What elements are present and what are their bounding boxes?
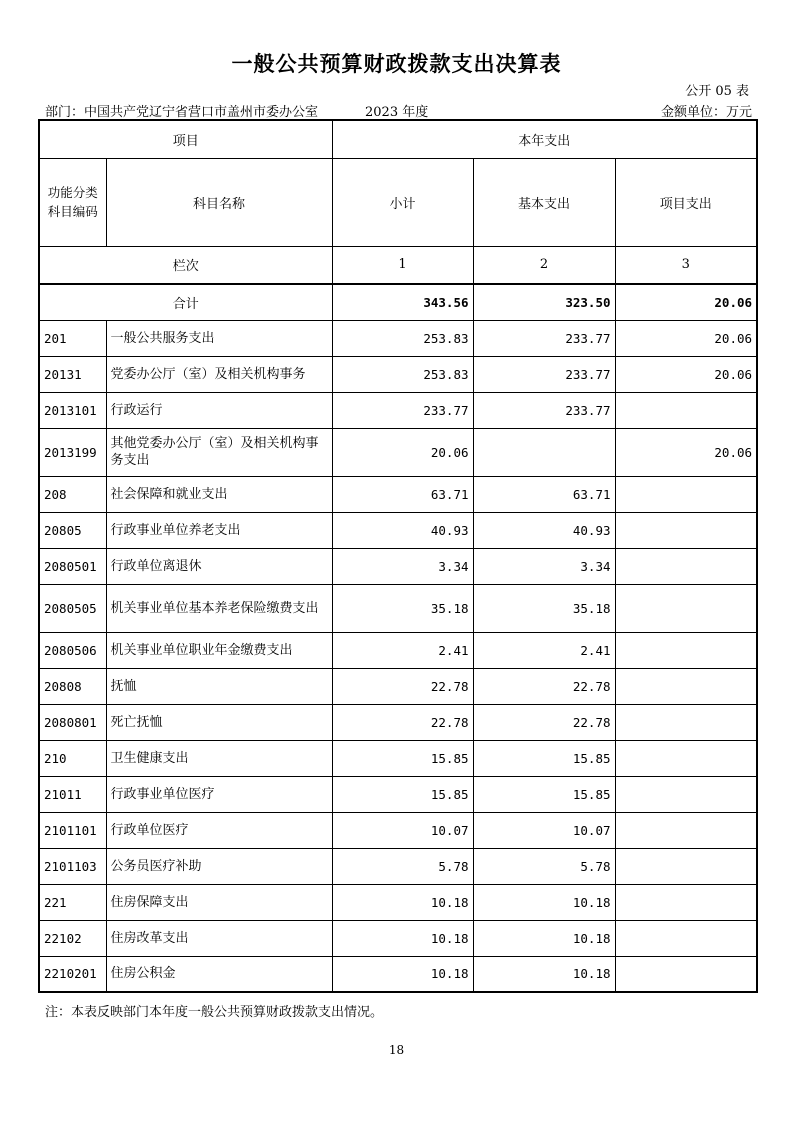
basic-expense-cell (473, 428, 615, 476)
total-subtotal: 343.56 (332, 284, 473, 320)
function-code-cell: 208 (39, 476, 106, 512)
basic-expense-cell: 3.34 (473, 548, 615, 584)
function-code-cell: 2101101 (39, 812, 106, 848)
subject-name-cell: 死亡抚恤 (106, 704, 332, 740)
subtotal-cell: 10.18 (332, 956, 473, 992)
subject-name-cell: 一般公共服务支出 (106, 320, 332, 356)
project-expense-cell: 20.06 (615, 356, 757, 392)
table-row (39, 956, 757, 992)
fiscal-year-label: 2023 年度 (365, 104, 429, 120)
header-row-2 (39, 158, 757, 246)
subtotal-cell: 22.78 (332, 704, 473, 740)
subtotal-cell: 3.34 (332, 548, 473, 584)
total-row (39, 284, 757, 320)
page-title: 一般公共预算财政拨款支出决算表 (231, 52, 562, 76)
function-code-cell: 2013101 (39, 392, 106, 428)
subtotal-cell: 253.83 (332, 356, 473, 392)
subtotal-cell: 15.85 (332, 776, 473, 812)
basic-expense-cell: 22.78 (473, 668, 615, 704)
function-code-cell: 2080505 (39, 584, 106, 632)
subtotal-cell: 253.83 (332, 320, 473, 356)
basic-expense-cell: 63.71 (473, 476, 615, 512)
table-row (39, 512, 757, 548)
table-row (39, 548, 757, 584)
project-expense-cell: 20.06 (615, 320, 757, 356)
table-row (39, 812, 757, 848)
project-expense-cell (615, 920, 757, 956)
subtotal-cell: 22.78 (332, 668, 473, 704)
column-number-1: 1 (332, 246, 473, 284)
function-code-cell: 21011 (39, 776, 106, 812)
basic-expense-cell: 15.85 (473, 740, 615, 776)
project-expense-cell (615, 776, 757, 812)
subtotal-cell: 2.41 (332, 632, 473, 668)
subtotal-cell: 233.77 (332, 392, 473, 428)
subject-name-cell: 卫生健康支出 (106, 740, 332, 776)
column-order-label: 栏次 (39, 246, 332, 284)
table-row (39, 668, 757, 704)
table-row (39, 632, 757, 668)
table-row (39, 776, 757, 812)
function-code-cell: 20808 (39, 668, 106, 704)
form-number: 公开 05 表 (685, 84, 749, 99)
project-expense-cell (615, 584, 757, 632)
function-code-cell: 20805 (39, 512, 106, 548)
subject-name-cell: 公务员医疗补助 (106, 848, 332, 884)
basic-expense-cell: 10.18 (473, 920, 615, 956)
basic-expense-cell: 10.07 (473, 812, 615, 848)
table-row (39, 356, 757, 392)
project-header: 项目 (39, 120, 332, 158)
basic-expense-cell: 40.93 (473, 512, 615, 548)
table-row (39, 320, 757, 356)
function-code-cell: 221 (39, 884, 106, 920)
table-row (39, 584, 757, 632)
basic-expense-cell: 35.18 (473, 584, 615, 632)
table-row (39, 920, 757, 956)
project-expense-cell (615, 548, 757, 584)
page-number: 18 (388, 1043, 405, 1057)
subject-name-header: 科目名称 (106, 158, 332, 246)
function-code-cell: 2101103 (39, 848, 106, 884)
basic-expense-cell: 22.78 (473, 704, 615, 740)
subject-name-cell: 行政运行 (106, 392, 332, 428)
project-expense-cell (615, 740, 757, 776)
total-label: 合计 (39, 284, 332, 320)
subject-name-cell: 其他党委办公厅（室）及相关机构事务支出 (106, 428, 332, 476)
current-year-expense-header: 本年支出 (332, 120, 757, 158)
total-basic: 323.50 (473, 284, 615, 320)
project-expense-cell (615, 884, 757, 920)
table-row (39, 848, 757, 884)
project-expense-cell (615, 848, 757, 884)
function-code-header: 功能分类科目编码 (39, 158, 106, 246)
subject-name-cell: 住房公积金 (106, 956, 332, 992)
project-expense-cell (615, 812, 757, 848)
function-code-cell: 2080501 (39, 548, 106, 584)
function-code-cell: 201 (39, 320, 106, 356)
subject-name-cell: 社会保障和就业支出 (106, 476, 332, 512)
unit-label: 金额单位：万元 (660, 104, 752, 120)
basic-expense-cell: 2.41 (473, 632, 615, 668)
subject-name-cell: 行政事业单位养老支出 (106, 512, 332, 548)
header-row-1 (39, 120, 757, 158)
project-expense-cell (615, 668, 757, 704)
subtotal-cell: 5.78 (332, 848, 473, 884)
subject-name-cell: 行政单位离退休 (106, 548, 332, 584)
subtotal-cell: 20.06 (332, 428, 473, 476)
function-code-cell: 2080506 (39, 632, 106, 668)
basic-expense-cell: 233.77 (473, 392, 615, 428)
subtotal-cell: 15.85 (332, 740, 473, 776)
subject-name-cell: 行政单位医疗 (106, 812, 332, 848)
table-row (39, 704, 757, 740)
table-row (39, 740, 757, 776)
subtotal-cell: 10.18 (332, 920, 473, 956)
footnote: 注：本表反映部门本年度一般公共预算财政拨款支出情况。 (45, 1005, 384, 1020)
subject-name-cell: 党委办公厅（室）及相关机构事务 (106, 356, 332, 392)
column-order-row (39, 246, 757, 284)
project-expense-cell (615, 632, 757, 668)
function-code-cell: 2013199 (39, 428, 106, 476)
subject-name-cell: 机关事业单位职业年金缴费支出 (106, 632, 332, 668)
function-code-cell: 2210201 (39, 956, 106, 992)
basic-expense-cell: 10.18 (473, 884, 615, 920)
function-code-cell: 2080801 (39, 704, 106, 740)
function-code-cell: 20131 (39, 356, 106, 392)
table-row (39, 884, 757, 920)
subtotal-header: 小计 (332, 158, 473, 246)
table-row (39, 392, 757, 428)
subject-name-cell: 行政事业单位医疗 (106, 776, 332, 812)
project-expense-cell (615, 476, 757, 512)
table-row (39, 476, 757, 512)
basic-expense-cell: 10.18 (473, 956, 615, 992)
function-code-cell: 22102 (39, 920, 106, 956)
basic-expense-header: 基本支出 (473, 158, 615, 246)
project-expense-cell (615, 704, 757, 740)
subject-name-cell: 抚恤 (106, 668, 332, 704)
project-expense-cell (615, 512, 757, 548)
subject-name-cell: 住房保障支出 (106, 884, 332, 920)
meta-row (45, 101, 752, 119)
expenditure-table (38, 119, 758, 993)
subtotal-cell: 63.71 (332, 476, 473, 512)
basic-expense-cell: 15.85 (473, 776, 615, 812)
basic-expense-cell: 233.77 (473, 320, 615, 356)
table-row (39, 428, 757, 476)
subject-name-cell: 住房改革支出 (106, 920, 332, 956)
total-project: 20.06 (615, 284, 757, 320)
project-expense-cell (615, 392, 757, 428)
project-expense-cell: 20.06 (615, 428, 757, 476)
project-expense-header: 项目支出 (615, 158, 757, 246)
column-number-2: 2 (473, 246, 615, 284)
function-code-cell: 210 (39, 740, 106, 776)
subtotal-cell: 10.07 (332, 812, 473, 848)
project-expense-cell (615, 956, 757, 992)
subject-name-cell: 机关事业单位基本养老保险缴费支出 (106, 584, 332, 632)
basic-expense-cell: 5.78 (473, 848, 615, 884)
department-label: 部门：中国共产党辽宁省营口市盖州市委办公室 (45, 104, 319, 120)
basic-expense-cell: 233.77 (473, 356, 615, 392)
subtotal-cell: 40.93 (332, 512, 473, 548)
subtotal-cell: 10.18 (332, 884, 473, 920)
subtotal-cell: 35.18 (332, 584, 473, 632)
column-number-3: 3 (615, 246, 757, 284)
